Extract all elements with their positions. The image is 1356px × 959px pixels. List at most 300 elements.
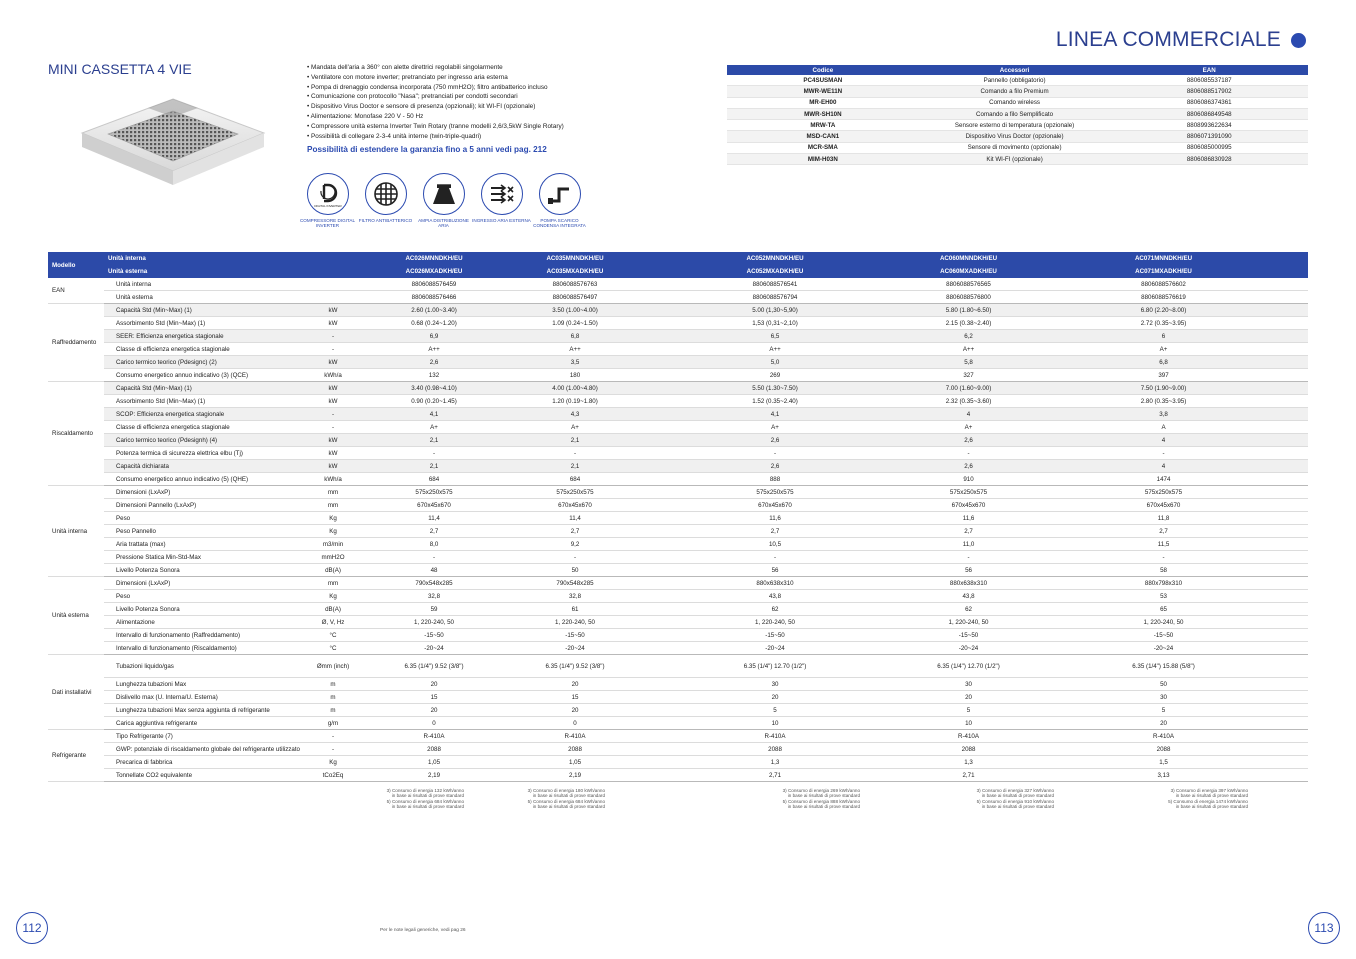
row-label: Precarica di fabbrica	[104, 756, 316, 769]
row-unit: mm	[316, 577, 350, 590]
spec-value: 8806088576794	[632, 291, 918, 304]
spec-value: -15~50	[518, 629, 632, 642]
spec-value: 2088	[918, 743, 1019, 756]
accessories-header	[727, 65, 1308, 75]
spec-value: -15~50	[1019, 629, 1308, 642]
spec-row	[48, 616, 1308, 629]
spec-row	[48, 499, 1308, 512]
spec-value: 6.35 (1/4") 9.52 (3/8")	[518, 655, 632, 678]
spec-row	[48, 525, 1308, 538]
row-label: Unità esterna	[104, 291, 316, 304]
row-unit: mm	[316, 499, 350, 512]
spec-value: 65	[1019, 603, 1308, 616]
spec-value: 8806088576763	[518, 278, 632, 291]
accessory-ean: 8806086849548	[1110, 108, 1308, 119]
spec-value: 2088	[1019, 743, 1308, 756]
spec-value: 1.09 (0.24~1.50)	[518, 317, 632, 330]
spec-row	[48, 717, 1308, 730]
spec-value: 6.35 (1/4") 15.88 (5/8")	[1019, 655, 1308, 678]
accessory-row	[727, 120, 1308, 131]
spec-value: 30	[632, 678, 918, 691]
accessory-name: Comando a filo Premium	[919, 86, 1111, 97]
spec-value: 1,05	[350, 756, 518, 769]
row-unit: kW	[316, 447, 350, 460]
spec-value: 790x548x285	[518, 577, 632, 590]
row-unit: kW	[316, 356, 350, 369]
spec-value: 1,5	[1019, 756, 1308, 769]
row-unit: mm	[316, 486, 350, 499]
footnote-line: in base ai risultati di prove standard	[1175, 803, 1248, 809]
spec-value: A+	[350, 421, 518, 434]
footnote-line: 3) Consumo di energia 180 kWh/anno	[527, 788, 605, 793]
row-label: Aria trattata (max)	[104, 538, 316, 551]
air-distribution-icon	[423, 173, 465, 215]
feature-bullet: • Compressore unità esterna Inverter Twin Rotary (tranne modelli 2,6/3,5kW Single Rotary)	[307, 122, 564, 130]
digital-inverter-icon	[307, 173, 349, 215]
accessory-row	[727, 97, 1308, 108]
spec-value: 8806088576602	[1019, 278, 1308, 291]
spec-value: -15~50	[632, 629, 918, 642]
spec-value: 575x250x575	[918, 486, 1019, 499]
spec-value: 2,1	[350, 460, 518, 473]
unit-type-label: Unità esterna	[104, 265, 350, 278]
spec-row	[48, 395, 1308, 408]
spec-value: 1, 220-240, 50	[518, 616, 632, 629]
row-label: Dimensioni Pannello (LxAxP)	[104, 499, 316, 512]
spec-value: 575x250x575	[1019, 486, 1308, 499]
spec-value: -	[1019, 551, 1308, 564]
spec-row	[48, 460, 1308, 473]
spec-value: 5.50 (1.30~7.50)	[632, 382, 918, 395]
spec-value: 30	[1019, 691, 1308, 704]
row-unit: mmH2O	[316, 551, 350, 564]
spec-row	[48, 512, 1308, 525]
group-label: Raffreddamento	[48, 304, 104, 382]
row-unit: m	[316, 691, 350, 704]
spec-value: 6	[1019, 330, 1308, 343]
accessory-code: MIM-H03N	[727, 154, 919, 165]
model-code: AC035MXADKH/EU	[518, 265, 632, 278]
page-number-right: 113	[1308, 912, 1340, 944]
row-unit: kW	[316, 317, 350, 330]
spec-value: 2,6	[632, 460, 918, 473]
spec-value: 5.80 (1.80~6.50)	[918, 304, 1019, 317]
feature-label: INGRESSO ARIA ESTERNA	[472, 218, 531, 223]
spec-row	[48, 642, 1308, 655]
spec-value: 7.00 (1.60~9.00)	[918, 382, 1019, 395]
spec-value: 11,6	[918, 512, 1019, 525]
feature-fresh-air	[472, 173, 531, 229]
spec-value: 8,0	[350, 538, 518, 551]
spec-value: 1, 220-240, 50	[632, 616, 918, 629]
spec-value: 880x638x310	[632, 577, 918, 590]
row-unit: °C	[316, 642, 350, 655]
group-label: Unità esterna	[48, 577, 104, 655]
spec-value: 6.80 (2.20~8.00)	[1019, 304, 1308, 317]
spec-row	[48, 434, 1308, 447]
spec-value: 1474	[1019, 473, 1308, 486]
spec-value: 61	[518, 603, 632, 616]
row-label: SEER: Efficienza energetica stagionale	[104, 330, 316, 343]
spec-value: 3,13	[1019, 769, 1308, 782]
spec-value: 1, 220-240, 50	[918, 616, 1019, 629]
row-unit: Kg	[316, 525, 350, 538]
row-label: Peso	[104, 512, 316, 525]
row-label: Livello Potenza Sonora	[104, 564, 316, 577]
spec-row	[48, 473, 1308, 486]
spec-value: 670x45x670	[350, 499, 518, 512]
spec-row	[48, 447, 1308, 460]
spec-value: 10,5	[632, 538, 918, 551]
group-label: Refrigerante	[48, 730, 104, 782]
spec-value: R-410A	[918, 730, 1019, 743]
row-label: Dislivello max (U. Interna/U. Esterna)	[104, 691, 316, 704]
spec-value: 180	[518, 369, 632, 382]
row-label: Capacità dichiarata	[104, 460, 316, 473]
footnote-line: in base ai risultati di prove standard	[532, 793, 605, 799]
spec-value: 5	[918, 704, 1019, 717]
spec-value: 8806088576497	[518, 291, 632, 304]
spec-value: 1,3	[632, 756, 918, 769]
spec-row	[48, 564, 1308, 577]
spec-value: 62	[632, 603, 918, 616]
footnote-line: 5) Consumo di energia 910 kWh/anno	[976, 798, 1054, 804]
footnote-line: in base ai risultati di prove standard	[981, 803, 1054, 809]
spec-value: 2,1	[350, 434, 518, 447]
feature-air-distribution	[418, 173, 469, 229]
spec-value: 8806088576565	[918, 278, 1019, 291]
row-label: Potenza termica di sicurezza elettrica elbu (Tj)	[104, 447, 316, 460]
spec-value: -	[1019, 447, 1308, 460]
spec-value: -	[518, 447, 632, 460]
spec-value: R-410A	[632, 730, 918, 743]
footnote-line: 3) Consumo di energia 132 kWh/anno	[386, 788, 464, 793]
spec-row	[48, 343, 1308, 356]
spec-value: 56	[918, 564, 1019, 577]
accessory-ean: 8808993622634	[1110, 120, 1308, 131]
row-label: Carico termico teorico (Pdesignc) (2)	[104, 356, 316, 369]
feature-digital-inverter	[299, 173, 356, 229]
spec-value: 880x638x310	[918, 577, 1019, 590]
digital-inverter-badge: DIGITAL INVERTER	[313, 204, 342, 208]
spec-value: 2,7	[1019, 525, 1308, 538]
spec-value: 8806088576541	[632, 278, 918, 291]
spec-value: 670x45x670	[918, 499, 1019, 512]
spec-value: 575x250x575	[632, 486, 918, 499]
spec-value: 53	[1019, 590, 1308, 603]
spec-row	[48, 486, 1308, 499]
spec-value: A+	[518, 421, 632, 434]
spec-value: 5,8	[918, 356, 1019, 369]
footnote-line: in base ai risultati di prove standard	[532, 803, 605, 809]
accessory-row	[727, 75, 1308, 86]
spec-value: 575x250x575	[350, 486, 518, 499]
spec-row	[48, 330, 1308, 343]
spec-value: 2,71	[632, 769, 918, 782]
accessory-code: MWR-WE11N	[727, 86, 919, 97]
warranty-note: Possibilità di estendere la garanzia fino a 5 anni vedi pag. 212	[307, 145, 547, 154]
spec-row	[48, 382, 1308, 395]
spec-value: 50	[1019, 678, 1308, 691]
spec-value: -	[518, 551, 632, 564]
spec-value: 3,5	[518, 356, 632, 369]
spec-value: A++	[518, 343, 632, 356]
spec-value: 397	[1019, 369, 1308, 382]
row-unit: -	[316, 330, 350, 343]
spec-value: 2,6	[918, 460, 1019, 473]
col-header: Codice	[727, 65, 919, 75]
spec-value: 58	[1019, 564, 1308, 577]
legal-note: Per le note legali generiche, vedi pag 26	[380, 928, 466, 933]
spec-value: 20	[518, 704, 632, 717]
footnote-line: 5) Consumo di energia 1474 kWh/anno	[1168, 798, 1248, 804]
feature-list	[307, 63, 707, 141]
accessory-code: MR-EH00	[727, 97, 919, 108]
spec-value: 5,0	[632, 356, 918, 369]
row-label: Carico termico teorico (Pdesignh) (4)	[104, 434, 316, 447]
spec-value: 32,8	[518, 590, 632, 603]
spec-row	[48, 629, 1308, 642]
spec-value: -15~50	[350, 629, 518, 642]
spec-value: 10	[918, 717, 1019, 730]
spec-row	[48, 577, 1308, 590]
spec-value: -	[632, 447, 918, 460]
spec-value: 4,3	[518, 408, 632, 421]
product-title: MINI CASSETTA 4 VIE	[48, 61, 192, 77]
accessory-code: PC4SUSMAN	[727, 75, 919, 86]
row-label: Carica aggiuntiva refrigerante	[104, 717, 316, 730]
spec-value: 8806088576466	[350, 291, 518, 304]
spec-value: 2,6	[632, 434, 918, 447]
accessory-row	[727, 108, 1308, 119]
spec-value: 3.40 (0.98~4.10)	[350, 382, 518, 395]
row-unit: Ømm (inch)	[316, 655, 350, 678]
section-title	[1056, 28, 1306, 52]
row-label: Alimentazione	[104, 616, 316, 629]
drain-pump-icon	[539, 173, 581, 215]
spec-value: 2,6	[350, 356, 518, 369]
accessory-ean: 8806085000995	[1110, 142, 1308, 153]
spec-value: 20	[350, 704, 518, 717]
row-unit: kW	[316, 304, 350, 317]
spec-value: 3.50 (1.00~4.00)	[518, 304, 632, 317]
spec-value: 888	[632, 473, 918, 486]
spec-value: 43,8	[918, 590, 1019, 603]
accessory-name: Dispositivo Virus Doctor (opzionale)	[919, 131, 1111, 142]
row-label: GWP: potenziale di riscaldamento globale del refrigerante utilizzato	[104, 743, 316, 756]
spec-row	[48, 655, 1308, 678]
spec-value: 62	[918, 603, 1019, 616]
row-label: Peso Pannello	[104, 525, 316, 538]
spec-value: A++	[350, 343, 518, 356]
spec-row	[48, 743, 1308, 756]
accessory-name: Comando a filo Semplificato	[919, 108, 1111, 119]
row-unit: m	[316, 678, 350, 691]
fresh-air-icon	[481, 173, 523, 215]
spec-row	[48, 551, 1308, 564]
row-unit: m3/min	[316, 538, 350, 551]
feature-label: POMPA SCARICO CONDENSA INTEGRATA	[533, 218, 586, 229]
row-label: Livello Potenza Sonora	[104, 603, 316, 616]
spec-value: 790x548x285	[350, 577, 518, 590]
spec-row	[48, 421, 1308, 434]
model-code: AC060MXADKH/EU	[918, 265, 1019, 278]
spec-value: 0	[518, 717, 632, 730]
row-label: Dimensioni (LxAxP)	[104, 577, 316, 590]
spec-value: -20~24	[1019, 642, 1308, 655]
accessory-row	[727, 86, 1308, 97]
feature-label: AMPIA DISTRIBUZIONE ARIA	[418, 218, 469, 229]
spec-row	[48, 590, 1308, 603]
spec-value: -	[918, 551, 1019, 564]
row-label: Capacità Std (Min~Max) (1)	[104, 304, 316, 317]
spec-value: 11,4	[518, 512, 632, 525]
spec-row	[48, 278, 1308, 291]
model-footnote	[364, 788, 464, 809]
spec-value: 684	[350, 473, 518, 486]
spec-value: 32,8	[350, 590, 518, 603]
spec-value: A	[1019, 421, 1308, 434]
model-footnote	[1148, 788, 1248, 809]
spec-value: 910	[918, 473, 1019, 486]
row-label: Unità interna	[104, 278, 316, 291]
spec-row	[48, 756, 1308, 769]
spec-value: 2,6	[918, 434, 1019, 447]
footnote-line: in base ai risultati di prove standard	[391, 803, 464, 809]
spec-value: 30	[918, 678, 1019, 691]
accessory-row	[727, 131, 1308, 142]
spec-value: 2,7	[632, 525, 918, 538]
row-unit: m	[316, 704, 350, 717]
model-code: AC052MNNDKH/EU	[632, 252, 918, 265]
spec-value: 1,3	[918, 756, 1019, 769]
spec-table	[48, 252, 1308, 782]
spec-value: 3,8	[1019, 408, 1308, 421]
spec-value: 11,6	[632, 512, 918, 525]
spec-value: A+	[632, 421, 918, 434]
model-code: AC060MNNDKH/EU	[918, 252, 1019, 265]
accessory-row	[727, 142, 1308, 153]
row-label: Lunghezza tubazioni Max	[104, 678, 316, 691]
model-footnote	[954, 788, 1054, 809]
unit-type-label: Unità interna	[104, 252, 350, 265]
cassette-unit-image	[78, 95, 268, 213]
spec-value: 0.90 (0.20~1.45)	[350, 395, 518, 408]
spec-value: R-410A	[350, 730, 518, 743]
spec-row	[48, 369, 1308, 382]
spec-value: 4	[1019, 434, 1308, 447]
spec-value: 0	[350, 717, 518, 730]
row-unit: g/m	[316, 717, 350, 730]
accessory-name: Comando wireless	[919, 97, 1111, 108]
model-code: AC071MNNDKH/EU	[1019, 252, 1308, 265]
spec-value: 2,1	[518, 434, 632, 447]
spec-value: 1, 220-240, 50	[1019, 616, 1308, 629]
spec-value: 5	[1019, 704, 1308, 717]
row-unit: Kg	[316, 756, 350, 769]
row-unit: -	[316, 343, 350, 356]
spec-value: R-410A	[518, 730, 632, 743]
spec-value: 1,05	[518, 756, 632, 769]
row-unit: dB(A)	[316, 603, 350, 616]
spec-value: 9,2	[518, 538, 632, 551]
spec-value: 43,8	[632, 590, 918, 603]
spec-value: 20	[918, 691, 1019, 704]
spec-value: 4	[1019, 460, 1308, 473]
spec-value: 50	[518, 564, 632, 577]
spec-value: A++	[632, 343, 918, 356]
spec-value: 1.20 (0.19~1.80)	[518, 395, 632, 408]
model-code: AC026MXADKH/EU	[350, 265, 518, 278]
accessory-ean: 8806085537187	[1110, 75, 1308, 86]
row-unit: °C	[316, 629, 350, 642]
spec-header-row	[48, 252, 1308, 265]
spec-value: 11,0	[918, 538, 1019, 551]
spec-row	[48, 356, 1308, 369]
row-unit: dB(A)	[316, 564, 350, 577]
row-label: Tubazioni liquido/gas	[104, 655, 316, 678]
footnote-line: in base ai risultati di prove standard	[787, 793, 860, 799]
feature-bullet: • Pompa di drenaggio condensa incorporata (750 mmH2O); filtro antibatterico incluso	[307, 83, 548, 91]
row-unit: -	[316, 743, 350, 756]
footnote-line: 3) Consumo di energia 269 kWh/anno	[782, 788, 860, 793]
model-label: Modello	[48, 252, 104, 278]
page-number-left: 112	[16, 912, 48, 944]
spec-value: 59	[350, 603, 518, 616]
feature-drain-pump	[533, 173, 586, 229]
row-label: Tipo Refrigerante (7)	[104, 730, 316, 743]
spec-value: A+	[918, 421, 1019, 434]
row-unit	[316, 278, 350, 291]
spec-value: -	[350, 551, 518, 564]
row-label: Consumo energetico annuo indicativo (3) (QCE)	[104, 369, 316, 382]
model-code: AC071MXADKH/EU	[1019, 265, 1308, 278]
spec-value: -20~24	[632, 642, 918, 655]
spec-value: 2,7	[518, 525, 632, 538]
footnote-line: 3) Consumo di energia 327 kWh/anno	[976, 788, 1054, 793]
spec-value: 6.35 (1/4") 12.70 (1/2")	[632, 655, 918, 678]
row-label: SCOP: Efficienza energetica stagionale	[104, 408, 316, 421]
col-header: Accessori	[919, 65, 1111, 75]
row-label: Assorbimento Std (Min~Max) (1)	[104, 317, 316, 330]
row-unit	[316, 291, 350, 304]
footnote-line: 5) Consumo di energia 684 kWh/anno	[527, 798, 605, 804]
spec-value: 6,9	[350, 330, 518, 343]
group-label: EAN	[48, 278, 104, 304]
row-unit: -	[316, 421, 350, 434]
spec-value: 2.60 (1.00~3.40)	[350, 304, 518, 317]
row-unit: kW	[316, 460, 350, 473]
row-label: Dimensioni (LxAxP)	[104, 486, 316, 499]
feature-bullet: • Dispositivo Virus Doctor e sensore di presenza (opzionali); kit WI-FI (opzionale)	[307, 103, 536, 111]
row-label: Assorbimento Std (Min~Max) (1)	[104, 395, 316, 408]
accessory-ean: 8806088517902	[1110, 86, 1308, 97]
spec-value: -20~24	[918, 642, 1019, 655]
accessory-ean: 8806071391090	[1110, 131, 1308, 142]
row-label: Capacità Std (Min~Max) (1)	[104, 382, 316, 395]
row-label: Classe di efficienza energetica stagionale	[104, 421, 316, 434]
spec-row	[48, 769, 1308, 782]
spec-value: 10	[632, 717, 918, 730]
spec-value: A++	[918, 343, 1019, 356]
feature-label: FILTRO ANTIBATTERICO	[358, 218, 413, 223]
spec-value: 2.32 (0.35~3.60)	[918, 395, 1019, 408]
row-label: Consumo energetico annuo indicativo (5) (QHE)	[104, 473, 316, 486]
spec-value: -15~50	[918, 629, 1019, 642]
model-footnote	[505, 788, 605, 809]
spec-value: 11,8	[1019, 512, 1308, 525]
spec-value: 2088	[350, 743, 518, 756]
